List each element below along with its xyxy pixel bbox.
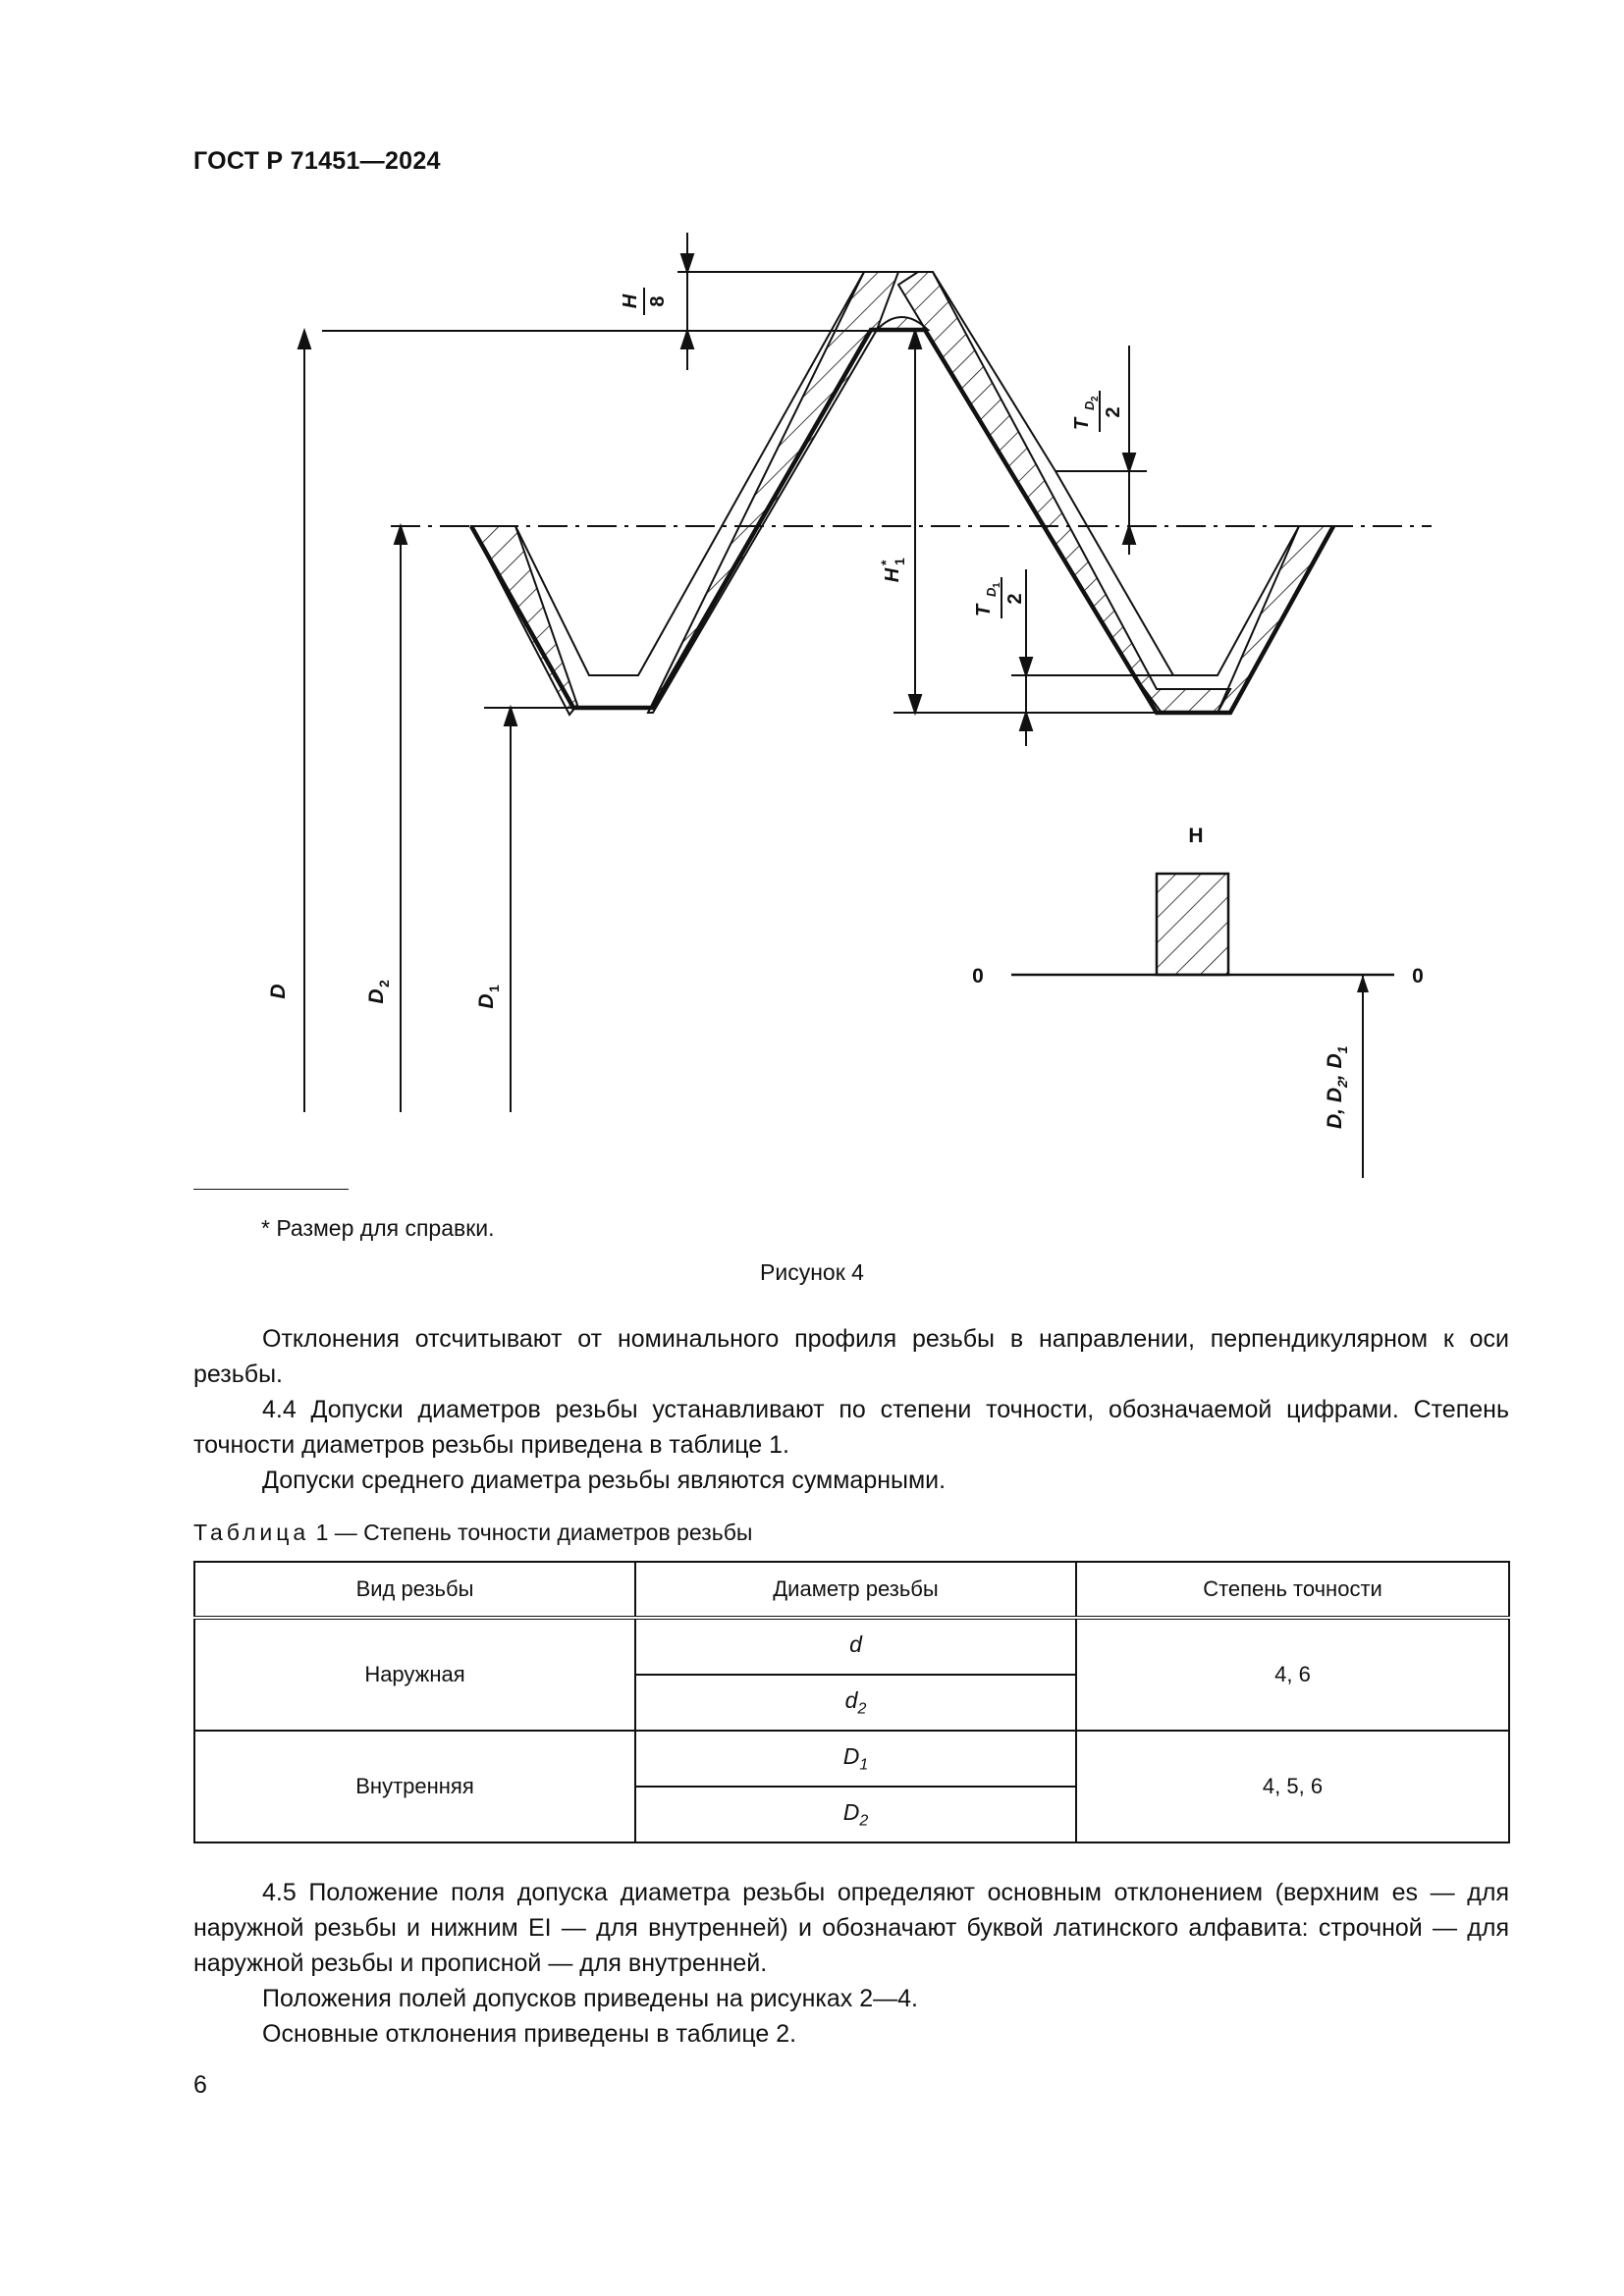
cell-grade-internal: 4, 5, 6 (1076, 1731, 1509, 1842)
tolerance-limit-profile (515, 272, 1299, 675)
table-row (194, 1618, 1509, 1675)
table-header-row (194, 1562, 1509, 1618)
paragraph-deviations: Отклонения отсчитывают от номинального профиля резьбы в направлении, перпендикулярном к оси резьбы. (193, 1325, 1509, 1388)
label-zero-right: 0 (1412, 965, 1424, 988)
svg-text:2: 2 (1090, 396, 1101, 401)
nominal-thread-profile (471, 330, 1333, 713)
paragraph-tolerances-total: Допуски среднего диаметра резьбы являются суммарными. (262, 1467, 947, 1494)
svg-text:H: H (620, 294, 641, 309)
col-header-diameter: Диаметр резьбы (635, 1562, 1076, 1618)
svg-text:D: D (475, 993, 498, 1009)
svg-text:8: 8 (647, 295, 669, 307)
label-D2 (365, 980, 392, 1004)
svg-text:D: D (365, 988, 388, 1004)
paragraph-4-5: 4.5 Положение поля допуска диаметра резьбы определяют основным отклонением (верхним es — для наружной резьбы и нижним EI — для внутренней) и обозначают буквой латинского алфавита: строчной — для наружной резьбы и прописной — для внутренней. (193, 1879, 1509, 1977)
cell-kind-internal: Внутренняя (194, 1731, 635, 1842)
footnote-separator (193, 1189, 349, 1190)
svg-text:T: T (1071, 417, 1093, 431)
paragraph-basic-deviations: Основные отклонения приведены в таблице 2. (262, 2020, 797, 2048)
svg-text:2: 2 (1103, 406, 1124, 418)
document-header: ГОСТ Р 71451—2024 (193, 147, 441, 175)
svg-text:D, D2, D1: D, $D_2$, $D_1$ (1324, 1045, 1350, 1129)
cell-diameter-d2: $d_2$ (635, 1675, 1076, 1731)
label-scheme-H: H (1188, 825, 1204, 847)
svg-text:D: D (984, 587, 999, 597)
svg-text:T: T (973, 604, 995, 617)
label-TD1-over-2 (973, 577, 1026, 618)
col-header-grade: Степень точности (1076, 1562, 1509, 1618)
svg-text:1: 1 (992, 582, 1002, 588)
svg-text:H: H (882, 567, 903, 583)
label-D (267, 984, 290, 998)
cell-diameter-D1: $D_1$ (635, 1731, 1076, 1787)
svg-text:D: D (1082, 400, 1097, 410)
svg-text:2: 2 (1004, 593, 1026, 605)
cell-grade-external: 4, 6 (1076, 1618, 1509, 1731)
paragraph-4-4: 4.4 Допуски диаметров резьбы устанавливают по степени точности, обозначаемой цифрами. Степень точности диаметров резьбы приведена в таблице 1. (193, 1396, 1509, 1459)
cell-diameter-D2: $D_2$ (635, 1787, 1076, 1842)
svg-text:1: 1 (892, 558, 907, 565)
label-zero-left: 0 (972, 965, 984, 988)
tolerance-box-H (1157, 874, 1228, 975)
table-1-title: Таблица 1 — Степень точности диаметров резьбы (193, 1520, 753, 1545)
tolerance-zone-hatching (471, 272, 1333, 715)
label-H-over-8 (620, 288, 669, 315)
page-number: 6 (193, 2071, 207, 2099)
svg-text:D: D (267, 984, 290, 999)
figure-caption: Рисунок 4 (760, 1259, 864, 1285)
hatch-band-right-descending (898, 272, 1230, 713)
label-H1-star (878, 558, 907, 582)
table-1 (193, 1561, 1510, 1843)
label-D1 (475, 985, 502, 1009)
label-TD2-over-2 (1071, 391, 1124, 432)
footnote: * Размер для справки. (261, 1215, 495, 1241)
col-header-thread-type: Вид резьбы (194, 1562, 635, 1618)
table-row (194, 1731, 1509, 1787)
cell-kind-external: Наружная (194, 1618, 635, 1731)
svg-text:2: 2 (376, 980, 392, 988)
svg-text:1: 1 (486, 985, 502, 992)
cell-diameter-d: d (635, 1618, 1076, 1675)
svg-text:*: * (878, 560, 893, 565)
paragraph-fields-figures: Положения полей допусков приведены на рисунках 2—4. (262, 1985, 918, 2012)
label-D-D2-D1 (1324, 1045, 1350, 1129)
